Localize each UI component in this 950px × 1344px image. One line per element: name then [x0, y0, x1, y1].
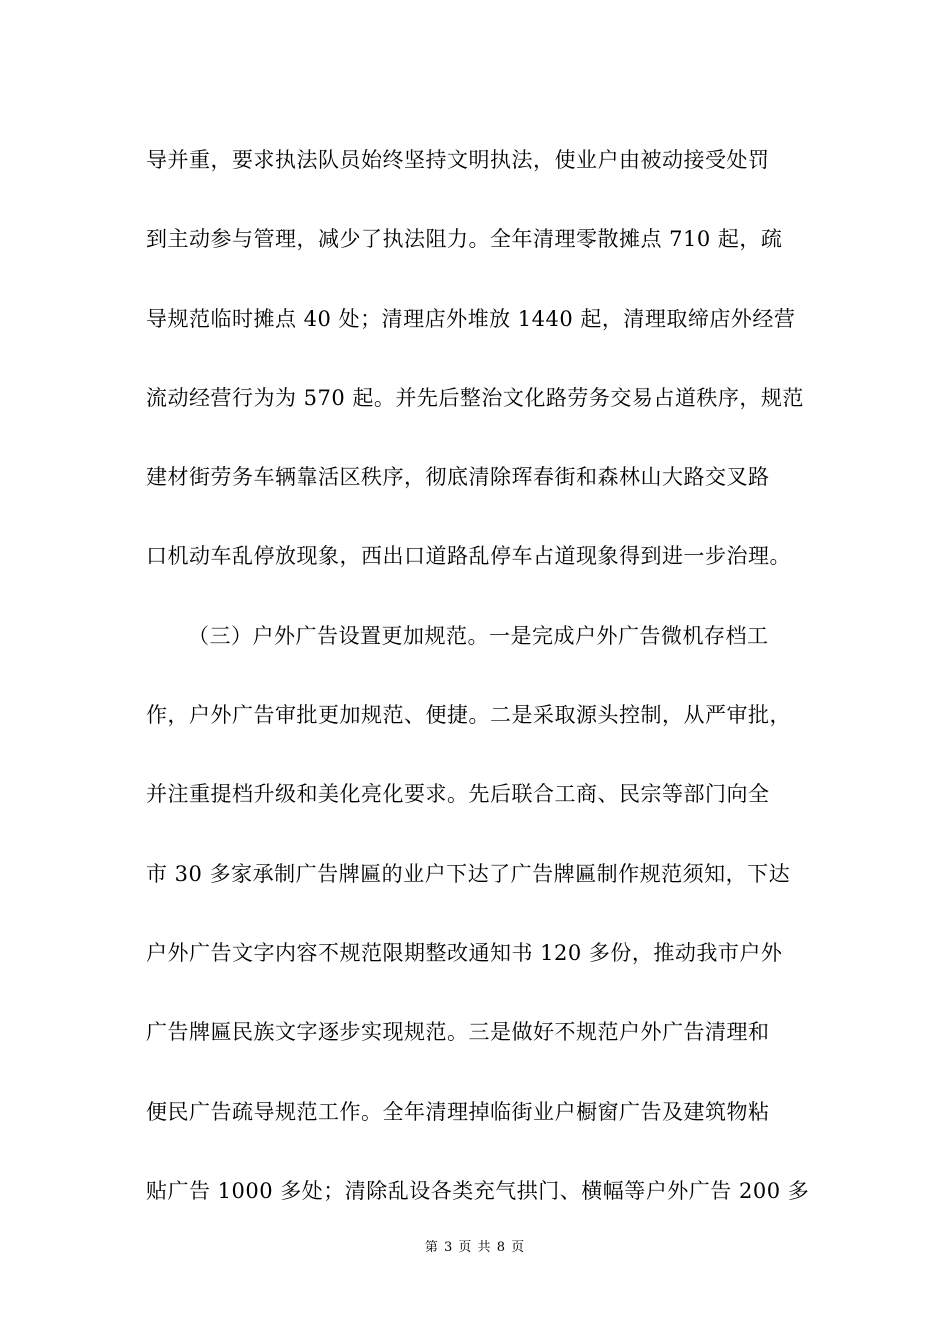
page-number-footer: 第 3 页 共 8 页: [424, 1240, 526, 1255]
text-line: 到主动参与管理，减少了执法阻力。全年清理零散摊点 710 起，疏: [146, 227, 783, 252]
text-line: 口机动车乱停放现象，西出口道路乱停车占道现象得到进一步治理。: [146, 544, 791, 569]
text-line: 便民广告疏导规范工作。全年清理掉临街业户橱窗广告及建筑物粘: [146, 1099, 770, 1124]
text-line: 户外广告文字内容不规范限期整改通知书 120 多份，推动我市户外: [146, 940, 783, 965]
text-line: 导规范临时摊点 40 处；清理店外堆放 1440 起，清理取缔店外经营: [146, 306, 796, 331]
text-line: 建材街劳务车辆靠活区秩序，彻底清除珲春街和森林山大路交叉路: [146, 465, 770, 490]
text-line: 市 30 多家承制广告牌匾的业户下达了广告牌匾制作规范须知，下达: [146, 861, 791, 886]
text-line: 导并重，要求执法队员始终坚持文明执法，使业户由被动接受处罚: [146, 148, 770, 172]
section-heading-line: （三）户外广告设置更加规范。一是完成户外广告微机存档工: [188, 623, 769, 648]
text-line: 作，户外广告审批更加规范、便捷。二是采取源头控制，从严审批，: [146, 703, 791, 728]
text-line: 广告牌匾民族文字逐步实现规范。三是做好不规范户外广告清理和: [146, 1020, 770, 1045]
text-line: 贴广告 1000 多处；清除乱设各类充气拱门、横幅等户外广告 200 多: [146, 1178, 810, 1203]
body-text: [146, 140, 826, 1250]
text-line: 流动经营行为为 570 起。并先后整治文化路劳务交易占道秩序，规范: [146, 385, 804, 410]
text-line: 并注重提档升级和美化亮化要求。先后联合工商、民宗等部门向全: [146, 782, 770, 807]
